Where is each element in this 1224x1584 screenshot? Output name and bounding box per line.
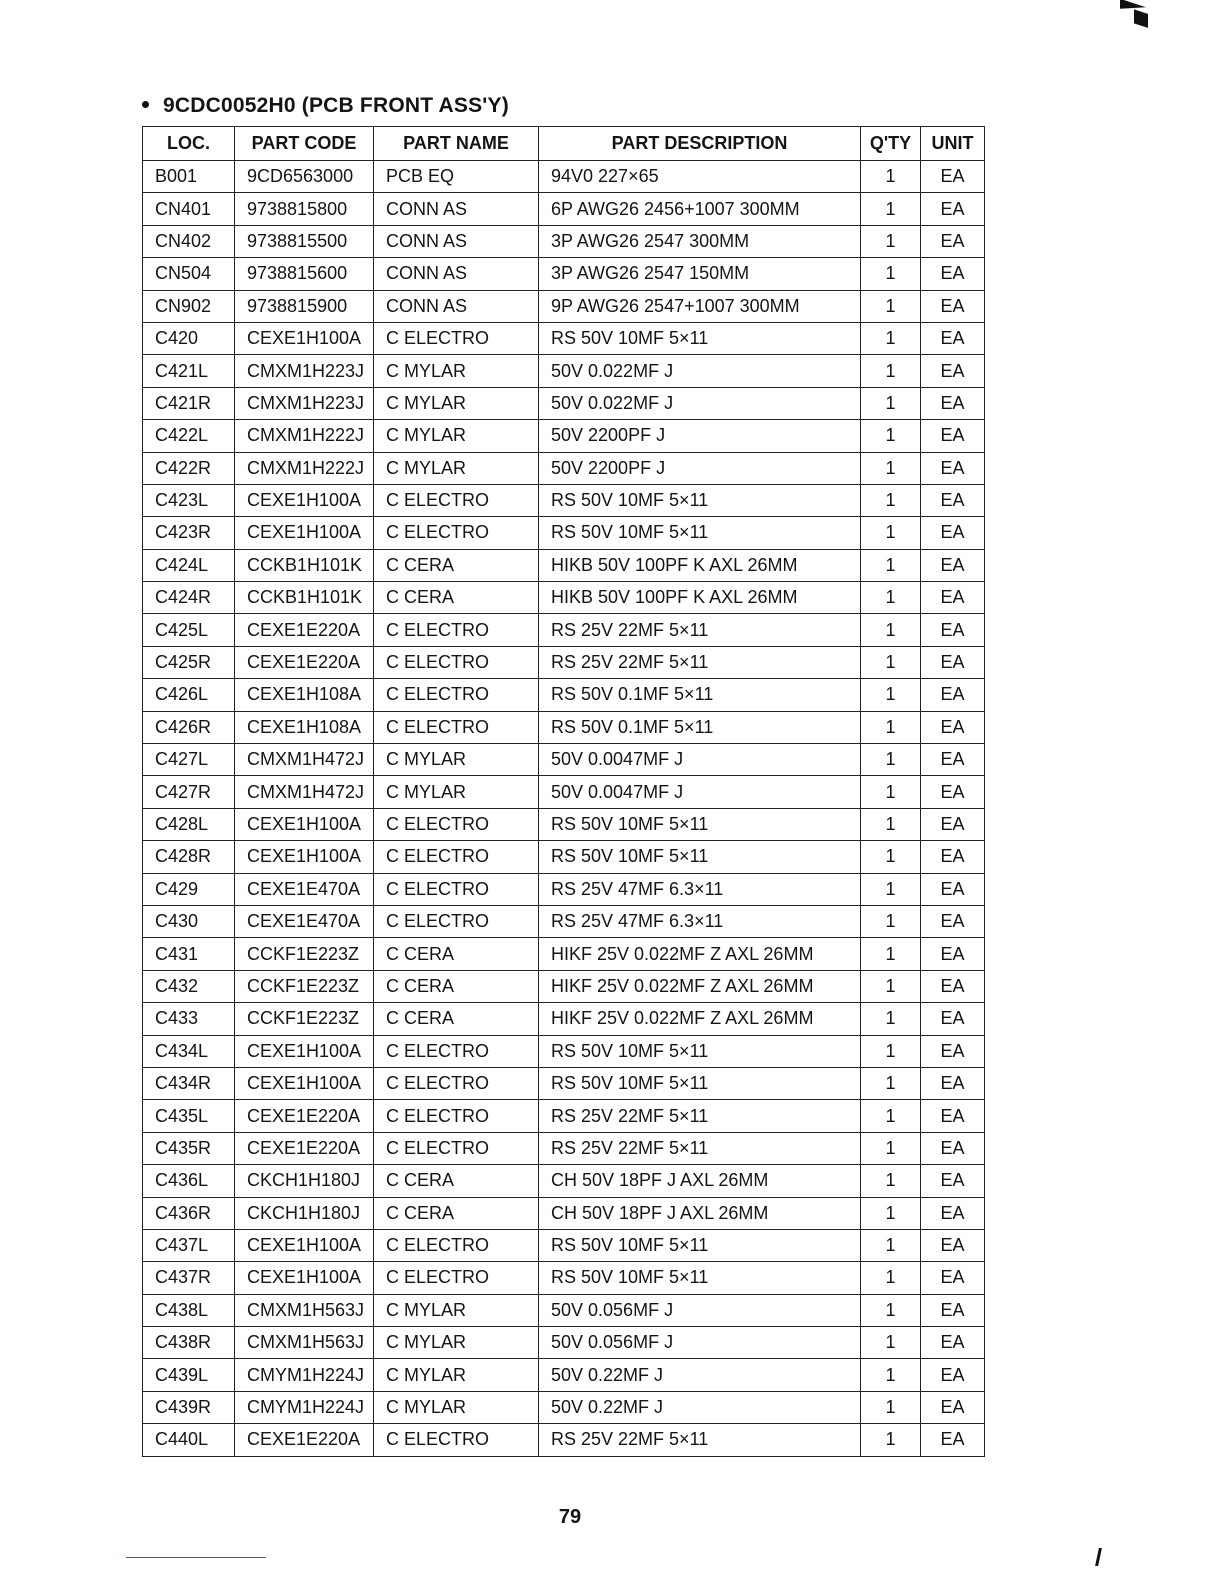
cell-qty: 1 [861,1262,921,1294]
cell-part-description: 50V 0.22MF J [539,1391,861,1423]
corner-registration-mark [1120,0,1146,17]
cell-part-description: 50V 2200PF J [539,420,861,452]
cell-part-code: 9738815800 [235,193,374,225]
table-row [143,549,985,581]
cell-part-name: C ELECTRO [374,484,539,516]
cell-unit: EA [921,1132,985,1164]
cell-unit: EA [921,484,985,516]
cell-part-description: RS 25V 22MF 5×11 [539,1100,861,1132]
cell-unit: EA [921,1229,985,1261]
cell-loc: B001 [143,161,235,193]
cell-part-name: C ELECTRO [374,1067,539,1099]
cell-unit: EA [921,614,985,646]
cell-unit: EA [921,517,985,549]
cell-qty: 1 [861,161,921,193]
cell-qty: 1 [861,970,921,1002]
cell-part-description: 50V 2200PF J [539,452,861,484]
cell-part-description: RS 50V 10MF 5×11 [539,808,861,840]
cell-loc: C437R [143,1262,235,1294]
table-row [143,1132,985,1164]
cell-part-code: CMXM1H222J [235,420,374,452]
cell-unit: EA [921,549,985,581]
cell-unit: EA [921,905,985,937]
cell-part-description: HIKF 25V 0.022MF Z AXL 26MM [539,970,861,1002]
cell-unit: EA [921,1035,985,1067]
cell-loc: C436R [143,1197,235,1229]
cell-part-description: RS 25V 22MF 5×11 [539,1132,861,1164]
cell-qty: 1 [861,679,921,711]
cell-part-code: CCKF1E223Z [235,970,374,1002]
cell-part-description: 50V 0.022MF J [539,387,861,419]
cell-loc: C435R [143,1132,235,1164]
cell-qty: 1 [861,193,921,225]
cell-part-description: 50V 0.022MF J [539,355,861,387]
cell-unit: EA [921,1359,985,1391]
cell-part-name: C MYLAR [374,420,539,452]
parts-list-table [142,126,985,1457]
cell-part-name: C ELECTRO [374,1035,539,1067]
cell-part-code: CEXE1E470A [235,905,374,937]
cell-unit: EA [921,711,985,743]
cell-part-name: CONN AS [374,258,539,290]
cell-part-code: CMXM1H223J [235,387,374,419]
table-row [143,873,985,905]
cell-qty: 1 [861,873,921,905]
cell-part-name: C ELECTRO [374,711,539,743]
cell-qty: 1 [861,1424,921,1456]
cell-loc: C424L [143,549,235,581]
cell-part-name: C MYLAR [374,355,539,387]
cell-part-code: CEXE1H100A [235,1035,374,1067]
table-row [143,841,985,873]
cell-loc: C423R [143,517,235,549]
cell-part-name: C ELECTRO [374,1132,539,1164]
cell-part-description: 50V 0.0047MF J [539,776,861,808]
table-row [143,970,985,1002]
cell-part-description: RS 25V 22MF 5×11 [539,646,861,678]
section-title-text: 9CDC0052H0 (PCB FRONT ASS'Y) [163,94,509,117]
cell-part-code: CMXM1H472J [235,744,374,776]
cell-part-name: C ELECTRO [374,517,539,549]
cell-unit: EA [921,1197,985,1229]
cell-unit: EA [921,420,985,452]
cell-part-description: CH 50V 18PF J AXL 26MM [539,1197,861,1229]
table-row [143,1327,985,1359]
header-part-name: PART NAME [374,127,539,161]
footer-rule [126,1557,266,1558]
cell-qty: 1 [861,290,921,322]
cell-part-code: CMYM1H224J [235,1359,374,1391]
cell-unit: EA [921,1424,985,1456]
cell-part-name: C ELECTRO [374,873,539,905]
cell-loc: C438R [143,1327,235,1359]
cell-unit: EA [921,873,985,905]
cell-part-name: CONN AS [374,225,539,257]
cell-part-name: C MYLAR [374,452,539,484]
table-row [143,387,985,419]
cell-part-code: CMXM1H472J [235,776,374,808]
cell-qty: 1 [861,387,921,419]
table-row [143,322,985,354]
cell-unit: EA [921,744,985,776]
cell-unit: EA [921,1327,985,1359]
cell-part-name: C ELECTRO [374,1262,539,1294]
table-row [143,679,985,711]
cell-unit: EA [921,290,985,322]
cell-part-description: RS 50V 10MF 5×11 [539,1229,861,1261]
cell-loc: C421L [143,355,235,387]
cell-loc: C422R [143,452,235,484]
cell-unit: EA [921,582,985,614]
cell-part-name: CONN AS [374,290,539,322]
cell-part-description: RS 50V 0.1MF 5×11 [539,679,861,711]
cell-part-code: CEXE1H108A [235,711,374,743]
cell-part-name: C CERA [374,970,539,1002]
cell-part-name: C MYLAR [374,387,539,419]
cell-unit: EA [921,1165,985,1197]
cell-part-description: RS 50V 10MF 5×11 [539,484,861,516]
cell-loc: C424R [143,582,235,614]
cell-qty: 1 [861,646,921,678]
cell-part-name: C ELECTRO [374,1424,539,1456]
cell-unit: EA [921,1294,985,1326]
cell-part-description: 94V0 227×65 [539,161,861,193]
table-row [143,1262,985,1294]
cell-part-description: 50V 0.056MF J [539,1294,861,1326]
cell-unit: EA [921,258,985,290]
cell-qty: 1 [861,1067,921,1099]
cell-part-code: CMYM1H224J [235,1391,374,1423]
cell-loc: C421R [143,387,235,419]
table-row [143,1035,985,1067]
table-row [143,484,985,516]
cell-part-name: C ELECTRO [374,905,539,937]
cell-qty: 1 [861,614,921,646]
cell-unit: EA [921,1100,985,1132]
cell-part-description: HIKB 50V 100PF K AXL 26MM [539,582,861,614]
cell-part-code: CEXE1H100A [235,841,374,873]
cell-qty: 1 [861,1327,921,1359]
cell-part-description: CH 50V 18PF J AXL 26MM [539,1165,861,1197]
cell-part-code: CMXM1H563J [235,1327,374,1359]
cell-part-code: CEXE1H100A [235,1067,374,1099]
cell-qty: 1 [861,355,921,387]
cell-part-code: CMXM1H222J [235,452,374,484]
cell-part-description: RS 50V 10MF 5×11 [539,322,861,354]
cell-part-description: 3P AWG26 2547 150MM [539,258,861,290]
cell-part-code: 9738815600 [235,258,374,290]
cell-part-code: 9CD6563000 [235,161,374,193]
cell-part-description: 9P AWG26 2547+1007 300MM [539,290,861,322]
cell-part-name: C MYLAR [374,1391,539,1423]
cell-qty: 1 [861,776,921,808]
cell-unit: EA [921,225,985,257]
cell-part-name: PCB EQ [374,161,539,193]
cell-qty: 1 [861,1294,921,1326]
cell-qty: 1 [861,1197,921,1229]
cell-part-code: CEXE1E470A [235,873,374,905]
cell-qty: 1 [861,1132,921,1164]
table-row [143,1003,985,1035]
cell-part-code: CEXE1E220A [235,1132,374,1164]
cell-part-description: RS 50V 10MF 5×11 [539,1035,861,1067]
table-row [143,161,985,193]
cell-qty: 1 [861,905,921,937]
cell-part-code: CEXE1E220A [235,1100,374,1132]
cell-loc: C426L [143,679,235,711]
cell-part-name: C CERA [374,1165,539,1197]
cell-part-description: RS 25V 22MF 5×11 [539,1424,861,1456]
cell-unit: EA [921,322,985,354]
cell-loc: C440L [143,1424,235,1456]
cell-loc: C430 [143,905,235,937]
cell-part-description: HIKB 50V 100PF K AXL 26MM [539,549,861,581]
bullet-icon [142,101,149,108]
cell-loc: C428L [143,808,235,840]
cell-qty: 1 [861,1035,921,1067]
cell-part-code: CEXE1H100A [235,484,374,516]
cell-part-description: 3P AWG26 2547 300MM [539,225,861,257]
cell-loc: C426R [143,711,235,743]
cell-loc: C434L [143,1035,235,1067]
cell-loc: C427L [143,744,235,776]
cell-part-name: C ELECTRO [374,614,539,646]
cell-part-description: RS 50V 10MF 5×11 [539,1262,861,1294]
cell-qty: 1 [861,711,921,743]
cell-part-description: HIKF 25V 0.022MF Z AXL 26MM [539,1003,861,1035]
cell-part-description: RS 25V 22MF 5×11 [539,614,861,646]
cell-unit: EA [921,776,985,808]
cell-part-name: C CERA [374,1197,539,1229]
cell-qty: 1 [861,1359,921,1391]
cell-qty: 1 [861,452,921,484]
cell-part-name: C ELECTRO [374,679,539,711]
cell-loc: C437L [143,1229,235,1261]
table-row [143,776,985,808]
cell-part-name: C ELECTRO [374,1100,539,1132]
cell-unit: EA [921,808,985,840]
cell-loc: C422L [143,420,235,452]
cell-loc: C420 [143,322,235,354]
cell-unit: EA [921,1003,985,1035]
cell-unit: EA [921,1391,985,1423]
cell-qty: 1 [861,582,921,614]
table-row [143,193,985,225]
cell-qty: 1 [861,1229,921,1261]
cell-part-code: CCKB1H101K [235,582,374,614]
cell-unit: EA [921,1262,985,1294]
cell-loc: C427R [143,776,235,808]
cell-unit: EA [921,646,985,678]
cell-part-description: 50V 0.056MF J [539,1327,861,1359]
cell-part-code: CEXE1H100A [235,808,374,840]
cell-unit: EA [921,452,985,484]
cell-part-description: RS 50V 10MF 5×11 [539,1067,861,1099]
table-row [143,290,985,322]
cell-part-code: CCKF1E223Z [235,1003,374,1035]
cell-part-name: C CERA [374,1003,539,1035]
table-row [143,420,985,452]
table-row [143,258,985,290]
table-row [143,517,985,549]
table-row [143,1100,985,1132]
cell-unit: EA [921,193,985,225]
cell-loc: C432 [143,970,235,1002]
table-row [143,905,985,937]
cell-loc: C429 [143,873,235,905]
cell-unit: EA [921,355,985,387]
cell-part-code: CEXE1E220A [235,1424,374,1456]
cell-loc: C435L [143,1100,235,1132]
table-row [143,355,985,387]
cell-qty: 1 [861,841,921,873]
table-row [143,1359,985,1391]
cell-loc: C436L [143,1165,235,1197]
cell-part-code: CMXM1H563J [235,1294,374,1326]
cell-part-code: CMXM1H223J [235,355,374,387]
cell-unit: EA [921,1067,985,1099]
cell-part-code: CCKF1E223Z [235,938,374,970]
table-row [143,1229,985,1261]
header-part-description: PART DESCRIPTION [539,127,861,161]
cell-part-code: CCKB1H101K [235,549,374,581]
table-row [143,1197,985,1229]
cell-loc: C423L [143,484,235,516]
cell-qty: 1 [861,258,921,290]
cell-part-name: C MYLAR [374,1327,539,1359]
cell-unit: EA [921,161,985,193]
cell-part-description: HIKF 25V 0.022MF Z AXL 26MM [539,938,861,970]
section-title [142,94,509,118]
cell-part-description: RS 50V 0.1MF 5×11 [539,711,861,743]
cell-loc: C434R [143,1067,235,1099]
cell-qty: 1 [861,225,921,257]
table-row [143,711,985,743]
cell-part-code: CEXE1H100A [235,1262,374,1294]
cell-part-code: 9738815500 [235,225,374,257]
edge-tick-mark [1095,1548,1102,1566]
cell-unit: EA [921,387,985,419]
cell-part-name: C ELECTRO [374,322,539,354]
cell-part-description: 6P AWG26 2456+1007 300MM [539,193,861,225]
cell-part-name: C CERA [374,938,539,970]
cell-part-code: CEXE1E220A [235,614,374,646]
table-row [143,1424,985,1456]
cell-qty: 1 [861,938,921,970]
page-number: 79 [558,1506,582,1528]
table-row [143,1294,985,1326]
cell-qty: 1 [861,1100,921,1132]
cell-loc: CN902 [143,290,235,322]
cell-part-code: CEXE1H108A [235,679,374,711]
cell-part-code: CEXE1E220A [235,646,374,678]
cell-loc: CN402 [143,225,235,257]
cell-part-description: RS 50V 10MF 5×11 [539,517,861,549]
cell-loc: C439R [143,1391,235,1423]
cell-loc: C439L [143,1359,235,1391]
table-row [143,808,985,840]
cell-part-name: C ELECTRO [374,1229,539,1261]
cell-qty: 1 [861,420,921,452]
cell-loc: C428R [143,841,235,873]
cell-loc: C425L [143,614,235,646]
table-row [143,938,985,970]
cell-part-name: CONN AS [374,193,539,225]
cell-part-code: CKCH1H180J [235,1165,374,1197]
cell-qty: 1 [861,1391,921,1423]
table-row [143,1067,985,1099]
cell-loc: C425R [143,646,235,678]
cell-unit: EA [921,938,985,970]
table-row [143,646,985,678]
cell-unit: EA [921,679,985,711]
table-body [143,161,985,1457]
table-row [143,1391,985,1423]
cell-part-name: C ELECTRO [374,646,539,678]
cell-qty: 1 [861,1003,921,1035]
header-loc: LOC. [143,127,235,161]
cell-unit: EA [921,841,985,873]
cell-qty: 1 [861,549,921,581]
table-row [143,452,985,484]
cell-part-code: CKCH1H180J [235,1197,374,1229]
cell-part-code: 9738815900 [235,290,374,322]
table-row [143,744,985,776]
cell-unit: EA [921,970,985,1002]
cell-part-code: CEXE1H100A [235,322,374,354]
cell-loc: CN401 [143,193,235,225]
cell-qty: 1 [861,744,921,776]
cell-qty: 1 [861,517,921,549]
cell-part-code: CEXE1H100A [235,517,374,549]
cell-part-description: RS 25V 47MF 6.3×11 [539,905,861,937]
cell-part-name: C ELECTRO [374,808,539,840]
cell-part-description: RS 25V 47MF 6.3×11 [539,873,861,905]
table-header-row [143,127,985,161]
cell-loc: C433 [143,1003,235,1035]
cell-qty: 1 [861,322,921,354]
cell-qty: 1 [861,808,921,840]
header-unit: UNIT [921,127,985,161]
table-row [143,1165,985,1197]
cell-part-name: C ELECTRO [374,841,539,873]
cell-qty: 1 [861,484,921,516]
cell-part-name: C MYLAR [374,744,539,776]
cell-part-name: C MYLAR [374,1359,539,1391]
cell-qty: 1 [861,1165,921,1197]
header-part-code: PART CODE [235,127,374,161]
cell-part-name: C CERA [374,582,539,614]
table-row [143,225,985,257]
cell-loc: CN504 [143,258,235,290]
table-row [143,614,985,646]
table-row [143,582,985,614]
header-qty: Q'TY [861,127,921,161]
cell-part-description: RS 50V 10MF 5×11 [539,841,861,873]
cell-loc: C438L [143,1294,235,1326]
cell-part-name: C MYLAR [374,776,539,808]
cell-loc: C431 [143,938,235,970]
cell-part-code: CEXE1H100A [235,1229,374,1261]
cell-part-description: 50V 0.22MF J [539,1359,861,1391]
cell-part-name: C CERA [374,549,539,581]
cell-part-name: C MYLAR [374,1294,539,1326]
cell-part-description: 50V 0.0047MF J [539,744,861,776]
